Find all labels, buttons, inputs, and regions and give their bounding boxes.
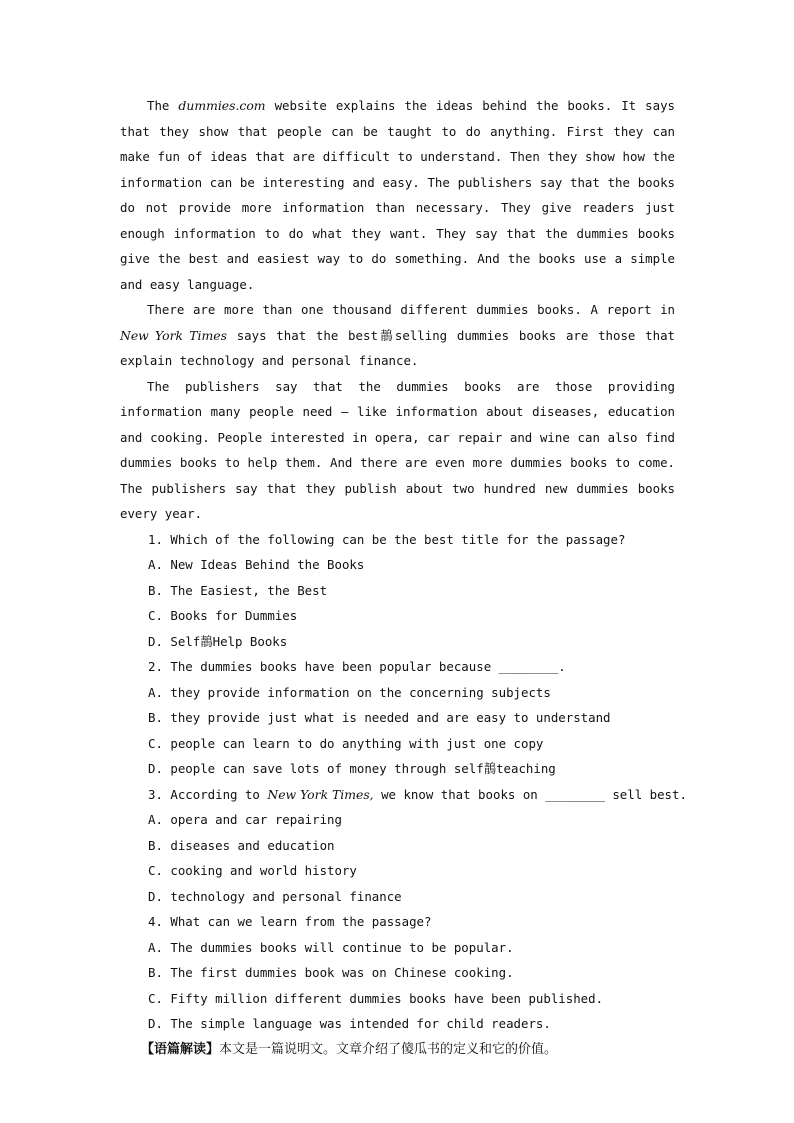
option-d: D. people can save lots of money through self鶄teaching [148,761,556,776]
option-c: C. Books for Dummies [148,608,298,623]
p2-text: says that the best鶄selling dummies books are those that explain technology and personal finance. [120,327,675,368]
option-c: C. Fifty million different dummies books have been published. [148,990,604,1006]
passage-paragraph-1 [120,93,675,297]
p1-text: website explains the ideas behind the books. It says that they show that people can be taught to do anything. First they can make fun of ideas that are difficult to understand. Then they show how the information can be interesting and easy. The publishers say that the books do not provide more information than necessary. They give readers just enough information to do what they want. They say that the dummies books give the best and easiest way to do something. And the books use a simple and easy language. [120,98,675,292]
passage-analysis [141,1037,675,1063]
option-d: D. Self鶄Help Books [148,633,288,649]
newspaper-name: New York Times, [267,786,374,802]
question-2 [120,654,675,782]
option-b: B. The Easiest, the Best [148,582,328,598]
question-stem: 4. What can we learn from the passage? [148,914,432,929]
option-c: C. cooking and world history [148,863,357,878]
p1-lead: The [147,98,179,113]
option-a: A. New Ideas Behind the Books [148,557,365,572]
question-3 [120,782,687,910]
question-stem [120,782,687,808]
passage-paragraph-3: The publishers say that the dummies books are those providing information many people need — like information about diseases, education and cooking. People interested in opera, car repair and wine can also find dummies books to help them. And there are even more dummies books to come. The publishers say that they publish about two hundred new dummies books every year. [120,378,675,521]
option-a: A. opera and car repairing [148,812,342,827]
option-d: D. technology and personal finance [148,888,402,904]
question-stem: 2. The dummies books have been popular because ________. [148,659,566,674]
option-c: C. people can learn to do anything with just one copy [148,735,544,751]
option-a: A. The dummies books will continue to be popular. [148,939,514,955]
question-1 [120,527,675,655]
exam-content [120,93,687,1062]
p2-lead: There are more than one thousand different dummies books. A report in [147,302,675,317]
passage-paragraph-2 [120,297,675,374]
option-b: B. diseases and education [148,837,335,853]
option-d: D. The simple language was intended for child readers. [148,1016,551,1031]
newspaper-name: New York Times [120,327,227,343]
option-b: B. The first dummies book was on Chinese cooking. [148,965,514,980]
question-4 [120,909,675,1037]
question-stem: 1. Which of the following can be the best title for the passage? [148,531,626,547]
analysis-text: 本文是一篇说明文。文章介绍了傻瓜书的定义和它的价值。 [219,1041,558,1057]
stem-rest: we know that books on ________ sell best. [373,786,687,802]
stem-lead: 3. According to [148,786,268,802]
analysis-tag: 【语篇解读】 [141,1041,220,1057]
option-a: A. they provide information on the concerning subjects [148,684,551,700]
option-b: B. they provide just what is needed and are easy to understand [148,710,611,725]
website-name: dummies.com [178,98,266,113]
